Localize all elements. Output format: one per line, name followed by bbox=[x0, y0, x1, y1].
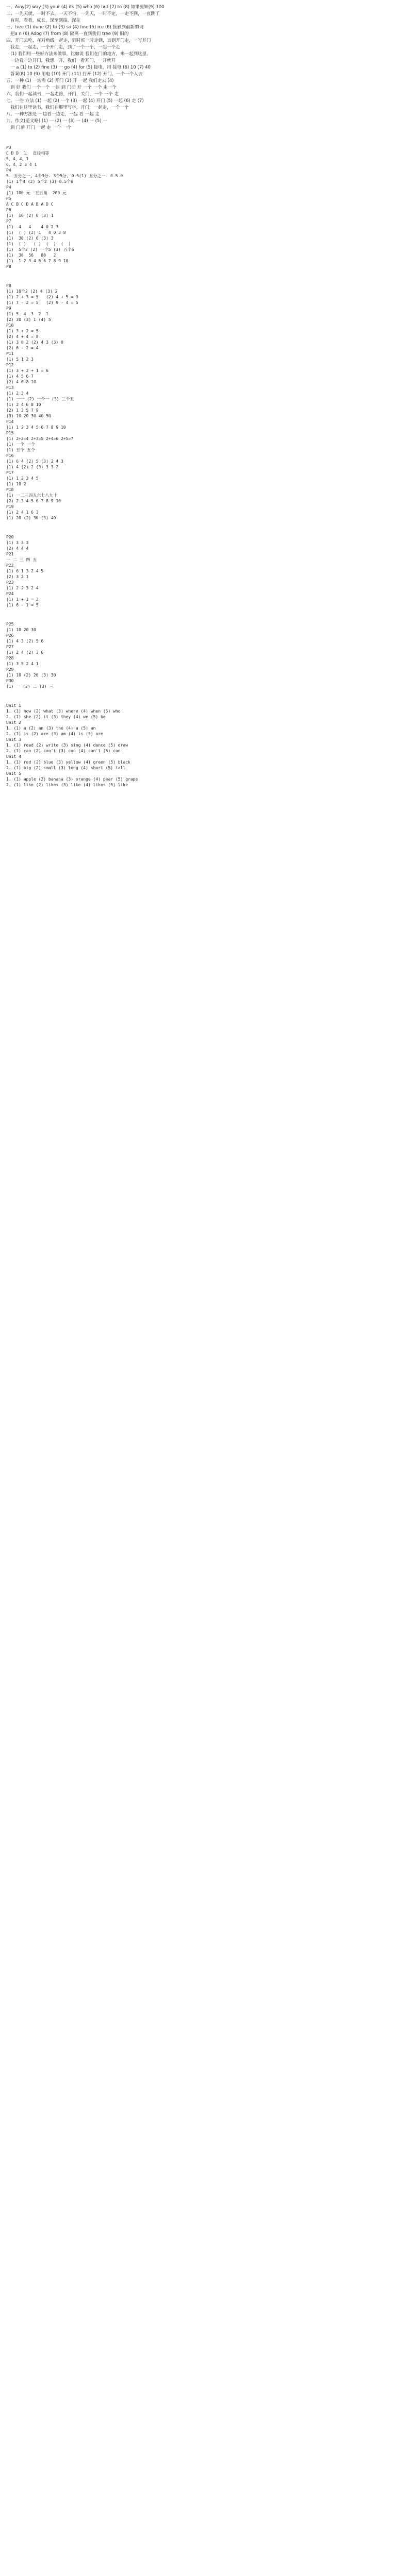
answer-line: 2. (1) she (2) it (3) they (4) we (5) he bbox=[6, 715, 106, 719]
answer-line: 1. (1) read (2) write (3) sing (4) dance (5) draw bbox=[6, 743, 128, 748]
answer-line: (1) 2 4 (2) 3 6 bbox=[6, 650, 44, 655]
answer-line: Unit 2 bbox=[6, 720, 21, 725]
answer-line: P13 bbox=[6, 385, 14, 390]
part2-block bbox=[6, 145, 403, 269]
answer-line: (1) 3 5 2 4 1 bbox=[6, 662, 39, 666]
answer-line: 五、一种 (1) 一边看 (2) 开门 (3) 开 一起 我们走去 (4) bbox=[6, 78, 114, 83]
answer-line: 三、tree (1) dune (2) to (3) so (4) fine (5) ice (6) 接触到最新的词 bbox=[6, 25, 144, 30]
answer-line: (1) 2 4 1 6 3 bbox=[6, 510, 39, 515]
answer-line: (1) 5个2 (2) 一个5 (3) 五个6 bbox=[6, 247, 74, 252]
answer-line: 1. (1) red (2) blue (3) yellow (4) green (5) black bbox=[6, 760, 130, 765]
answer-line: Unit 4 bbox=[6, 754, 21, 759]
answer-line: P6 bbox=[6, 208, 11, 212]
part3-block bbox=[6, 283, 403, 521]
answer-line: (1) 30 56 80 2 bbox=[6, 253, 56, 258]
answer-line: (2) 4 6 8 10 bbox=[6, 380, 36, 384]
answer-line: (1) 2 4 6 8 10 bbox=[6, 402, 41, 407]
english-block bbox=[6, 703, 403, 788]
answer-line: P11 bbox=[6, 351, 14, 356]
answer-line: (1) 3 + 2 + 1 = 6 bbox=[6, 368, 48, 373]
answer-line: (1) 6 4 (2) 5 (3) 2 4 3 bbox=[6, 459, 63, 464]
answer-line: P23 bbox=[6, 580, 14, 585]
answer-line: P15 bbox=[6, 431, 14, 435]
answer-line: 到 门前 开门 一起 走 一个 一个 bbox=[6, 125, 72, 130]
answer-line: (1) 2 2 3 2 4 bbox=[6, 586, 39, 590]
answer-line: P20 bbox=[6, 535, 14, 539]
answer-line: P9 bbox=[6, 306, 11, 311]
answer-line: (1) 一二三四五六七八九十 bbox=[6, 493, 58, 498]
answer-line: (1) 2+2=4 2+3=5 2+4=6 2+5=7 bbox=[6, 436, 74, 441]
answer-line: (1) 2 + 3 = 5 (2) 4 + 5 = 9 bbox=[6, 295, 78, 299]
answer-line: 2. (1) big (2) small (3) long (4) short (5) tall bbox=[6, 766, 126, 770]
answer-line: 一 二 三 四 五 bbox=[6, 557, 37, 562]
answer-line: (2) 1 3 5 7 9 bbox=[6, 408, 39, 413]
answer-line: (1) 我们用一些好方法来做事，比如说 我们在门的地方，来一起到这里， bbox=[6, 52, 151, 57]
answer-line: P4 bbox=[6, 168, 11, 173]
answer-line: (1) 10个2 (2) 4 (3) 2 bbox=[6, 289, 58, 294]
answer-line: (1) 6 1 3 2 4 5 bbox=[6, 569, 44, 573]
answer-line: (1) ( ) (2) 1 4 0 3 8 bbox=[6, 230, 66, 235]
part4-block bbox=[6, 534, 403, 608]
answer-line: (1) 1 2 3 4 5 6 7 8 9 10 bbox=[6, 425, 66, 430]
answer-line: (1) 5 1 2 3 bbox=[6, 357, 34, 362]
answer-line: P17 bbox=[6, 470, 14, 475]
part1-block bbox=[6, 4, 403, 131]
answer-line: (1) 100 元 五五角 200 元 bbox=[6, 191, 67, 195]
answer-line: 一 a (1) to (2) fine (3) 一 go (4) for (5) 接电，用 接电 (6) 10 (7) 40 bbox=[6, 65, 151, 70]
answer-line: (1) 20 (2) 30 (3) 40 bbox=[6, 516, 56, 520]
answer-line: Unit 5 bbox=[6, 771, 21, 776]
answer-line: (2) 30 (3) 1 (4) 5 bbox=[6, 317, 51, 322]
answer-line: (2) 4 + 4 = 8 bbox=[6, 334, 39, 339]
answer-line: (1) 五个 五个 bbox=[6, 448, 36, 452]
answer-line: 2. (1) like (2) likes (3) like (4) likes (5) like bbox=[6, 783, 128, 787]
answer-line: 七、一些 方法 (1) 一起 (2) 一个 (3) 一起 (4) 开门 (5) 一起 (6) 走 (7) bbox=[6, 98, 144, 104]
answer-line: P5 bbox=[6, 196, 11, 201]
answer-line: 八、一种方法是 一边看一边走，一起 看 一起 走 bbox=[6, 112, 100, 117]
answer-line: 2. (1) is (2) are (3) am (4) is (5) are bbox=[6, 732, 103, 736]
answer-line: (3) 10 20 30 40 50 bbox=[6, 414, 51, 418]
answer-line: P29 bbox=[6, 667, 14, 672]
answer-line: P4 bbox=[6, 185, 11, 190]
answer-line: (1) 1 + 1 = 2 bbox=[6, 597, 39, 602]
answer-line: (1) 7 - 2 = 5 (2) 9 - 4 = 5 bbox=[6, 300, 78, 305]
answer-line: Unit 1 bbox=[6, 703, 21, 708]
answer-line: 6、4、2 3 4 1 bbox=[6, 162, 37, 167]
answer-line: 一、Ainy(2) way (3) your (4) its (5) who (6) but (7) to (8) 如果要知(9) 100 bbox=[6, 5, 165, 10]
answer-line: P18 bbox=[6, 487, 14, 492]
answer-line: (1) 30 (2) 6 (3) 3 bbox=[6, 236, 54, 241]
answer-line: 5. 五分之一, 4个3分. 3个5分, 0.5(1) 五分之一. 0.5 0 bbox=[6, 174, 123, 178]
answer-line: 2. (1) can (2) can't (3) can (4) can't (5) can bbox=[6, 749, 121, 753]
answer-line: (1) 4 4 4 0 2 3 bbox=[6, 225, 59, 229]
answer-line: (1) 16 (2) 6 (3) 1 bbox=[6, 213, 54, 218]
answer-line: (1) 10 20 30 bbox=[6, 628, 36, 632]
answer-line: 有时，看看，成长，深至到接，深在 bbox=[6, 18, 81, 23]
answer-line: (2) 6 - 2 = 4 bbox=[6, 346, 39, 350]
answer-line: P22 bbox=[6, 563, 14, 568]
answer-line: 我们在这里读书，我们在那里写字，开门，一起走，一个一个 bbox=[6, 105, 129, 110]
answer-line: 九、作文(范文略) (1) 一 (2) 一 (3) 一 (4) 一 (5) 一 bbox=[6, 118, 107, 124]
answer-line: P7 bbox=[6, 219, 11, 224]
answer-line: P3 bbox=[6, 145, 11, 150]
answer-line: 1. (1) a (2) an (3) the (4) a (5) an bbox=[6, 726, 96, 731]
answer-line: 六、我们一起读书，一起走路，开门，关门，一个 一个 走 bbox=[6, 92, 119, 97]
answer-line: P21 bbox=[6, 552, 14, 556]
answer-line: P12 bbox=[6, 363, 14, 367]
answer-line: (1) 一一 (2) 一个一 (3) 三个五 bbox=[6, 397, 74, 401]
answer-line: (1) 3 0 2 (2) 4 3 (3) 0 bbox=[6, 340, 63, 345]
answer-line: (1) 1 2 3 4 5 bbox=[6, 476, 39, 481]
answer-line: (1) 10 2 bbox=[6, 482, 26, 486]
answer-line: (1) 2 3 4 bbox=[6, 391, 29, 396]
answer-line: 一边看一边开门，我想一开，我们一看开门，一开就开 bbox=[6, 58, 116, 63]
answer-line: (1) 4 (2) 2 (3) 3 3 2 bbox=[6, 465, 59, 469]
answer-line: (2) 4 4 4 bbox=[6, 546, 29, 551]
answer-line: (1) 一 (2) 二 (3) 三 bbox=[6, 684, 54, 689]
answer-line: 1. (1) apple (2) banana (3) orange (4) pear (5) grape bbox=[6, 777, 138, 782]
answer-line: 我走，一起走，一个开门走，到了一个一个，一起一个走 bbox=[6, 45, 120, 50]
answer-line: Unit 3 bbox=[6, 737, 21, 742]
answer-line: A C B C D A B A D C bbox=[6, 202, 54, 207]
answer-line: (1) 4 5 6 7 bbox=[6, 374, 34, 379]
answer-line: 到 好 我们 一个一个 一起 到 门前 开 一个 一个 走一个 bbox=[6, 85, 117, 90]
answer-line: P24 bbox=[6, 591, 14, 596]
answer-line: 答案(8) 10 (9) 用电 (10) 开门 (11) 打开 (12) 开门，一个一个人去 bbox=[6, 72, 143, 77]
answer-line: P26 bbox=[6, 633, 14, 638]
answer-line: (1) 3 + 2 = 5 bbox=[6, 329, 39, 333]
answer-line: (1) 4 3 (2) 5 6 bbox=[6, 639, 44, 643]
answer-line: 二、一先天就，一时不去，一天不怕，一先天，一时不定，一走不到，一直跳了 bbox=[6, 11, 160, 16]
answer-line: 四、开门去吃，在对角线一起走，到时候一时走到，直到开门走，一写开门 bbox=[6, 38, 151, 43]
answer-line: (2) 2 3 4 5 6 7 8 9 10 bbox=[6, 499, 61, 503]
part5-block bbox=[6, 621, 403, 689]
answer-line: (1) ( ) ( ) ( ) ( ) bbox=[6, 242, 71, 246]
answer-line: (1) 一个 一个 bbox=[6, 442, 36, 447]
answer-line: P28 bbox=[6, 656, 14, 660]
answer-line: P16 bbox=[6, 453, 14, 458]
answer-line: P19 bbox=[6, 504, 14, 509]
answer-line: P27 bbox=[6, 645, 14, 649]
answer-line: (1) 6 - 1 = 5 bbox=[6, 603, 39, 607]
answer-line: P25 bbox=[6, 622, 14, 626]
answer-line: C D D 1、 直径相等 bbox=[6, 151, 50, 156]
answer-line: (1) 3 3 3 bbox=[6, 540, 29, 545]
answer-line: (2) 3 2 1 bbox=[6, 574, 29, 579]
answer-line: P30 bbox=[6, 679, 14, 683]
answer-line: (1) 1个4 (2) 5个2 (3) 0.5个6 bbox=[6, 179, 73, 184]
answer-line: P14 bbox=[6, 419, 14, 424]
answer-line: P8 bbox=[6, 264, 11, 269]
answer-line: 5、4、4、1 bbox=[6, 157, 29, 161]
answer-line: (1) 10 (2) 20 (3) 30 bbox=[6, 673, 56, 677]
answer-line: P10 bbox=[6, 323, 14, 328]
answer-line: 把a n (6) Adog (7) from (8) 隔离一直到我们 tree (9) 旧的 bbox=[6, 31, 129, 37]
answer-line: (1) 5 4 3 2 1 bbox=[6, 312, 48, 316]
answer-line: (1) 1 2 3 4 5 6 7 8 9 10 bbox=[6, 259, 69, 263]
answer-line: P8 bbox=[6, 283, 11, 288]
answer-line: 1. (1) how (2) what (3) where (4) when (5) who bbox=[6, 709, 121, 714]
